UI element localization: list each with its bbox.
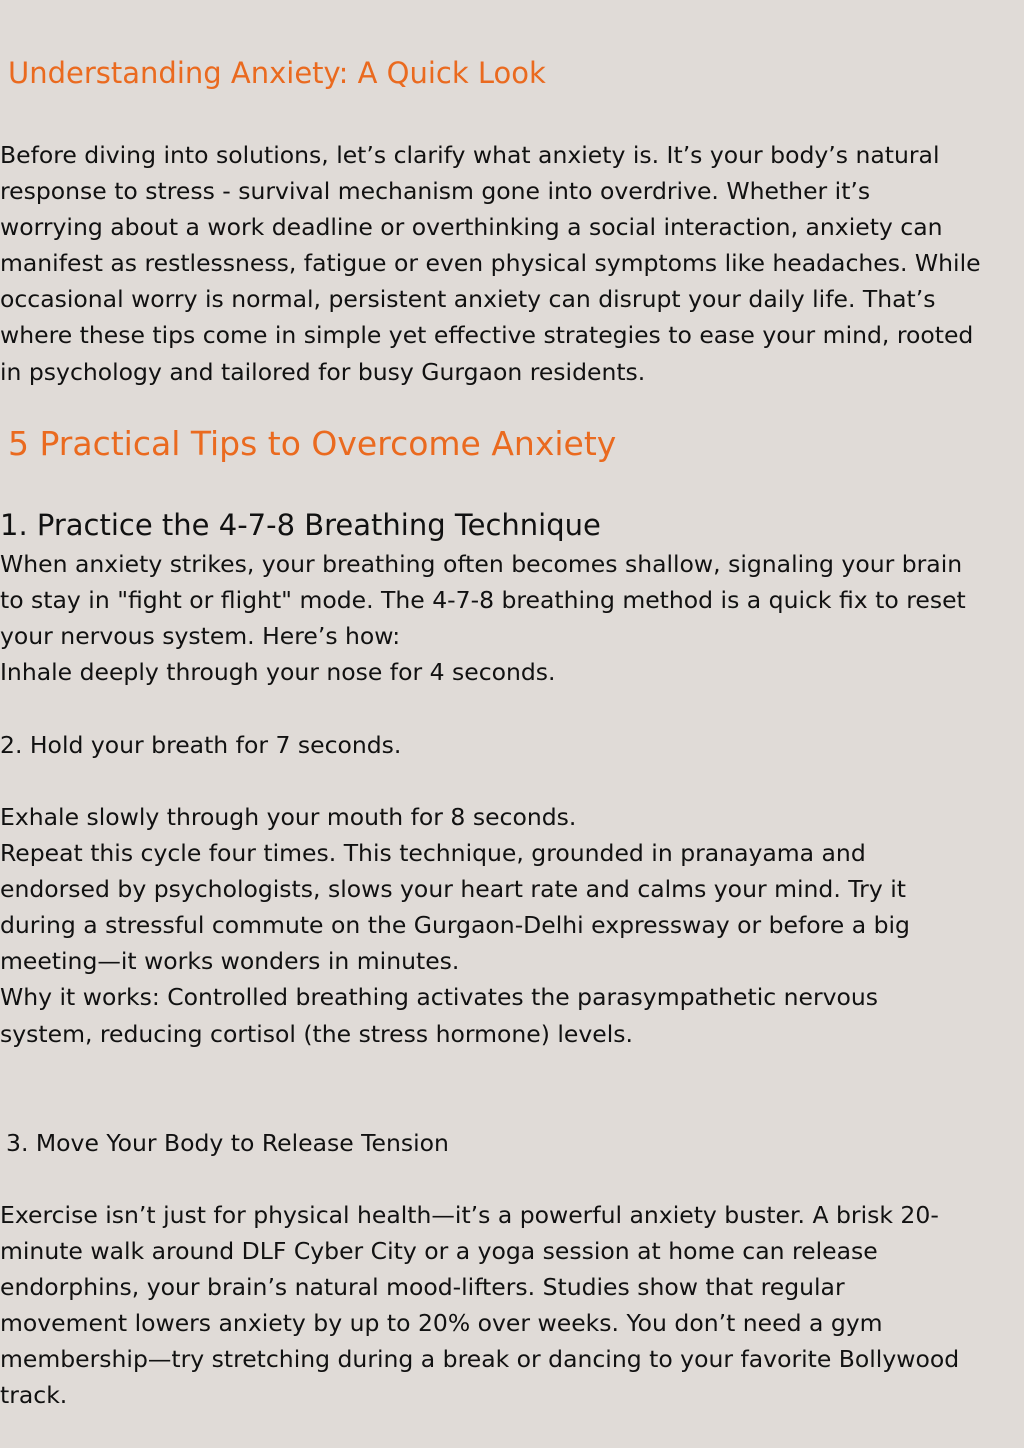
- section-heading-practical-tips: 5 Practical Tips to Overcome Anxiety: [8, 424, 617, 463]
- paragraph-line: worrying about a work deadline or overthinking a social interaction, anxiety can: [0, 213, 943, 242]
- paragraph-line: When anxiety strikes, your breathing often becomes shallow, signaling your brain: [0, 550, 963, 578]
- paragraph-line: during a stressful commute on the Gurgaon-Delhi expressway or before a big: [0, 911, 910, 940]
- tip-1-intro-paragraph: [0, 546, 1024, 690]
- paragraph-line: minute walk around DLF Cyber City or a yoga session at home can release: [0, 1237, 878, 1266]
- paragraph-line: movement lowers anxiety by up to 20% over weeks. You don’t need a gym: [0, 1309, 883, 1338]
- tip-1-title: 1. Practice the 4-7-8 Breathing Technique: [0, 508, 601, 542]
- paragraph-line: Why it works: Controlled breathing activates the parasympathetic nervous: [0, 983, 879, 1012]
- paragraph-line: Inhale deeply through your nose for 4 seconds.: [0, 658, 556, 687]
- paragraph-line: Exhale slowly through your mouth for 8 seconds.: [0, 803, 577, 831]
- paragraph-line: your nervous system. Here’s how:: [0, 622, 401, 651]
- paragraph-line: Before diving into solutions, let’s clarify what anxiety is. It’s your body’s natural: [0, 141, 940, 169]
- paragraph-line: 3. Move Your Body to Release Tension: [6, 1129, 449, 1157]
- paragraph-line: endorphins, your brain’s natural mood-lifters. Studies show that regular: [0, 1273, 845, 1302]
- paragraph-line: endorsed by psychologists, slows your heart rate and calms your mind. Try it: [0, 875, 906, 904]
- paragraph-line: Exercise isn’t just for physical health—it’s a powerful anxiety buster. A brisk 20-: [0, 1201, 939, 1229]
- exhale-paragraph: [0, 799, 1024, 1052]
- paragraph-line: 2. Hold your breath for 7 seconds.: [0, 731, 402, 759]
- understanding-paragraph: [0, 137, 1024, 390]
- paragraph-line: track.: [0, 1381, 68, 1410]
- section-heading-understanding-anxiety: Understanding Anxiety: A Quick Look: [8, 56, 546, 90]
- hold-breath-step: [0, 727, 1024, 763]
- tip-3-paragraph: [0, 1197, 1024, 1414]
- paragraph-line: to stay in "fight or flight" mode. The 4-7-8 breathing method is a quick fix to reset: [0, 586, 966, 615]
- paragraph-line: meeting—it works wonders in minutes.: [0, 947, 460, 976]
- paragraph-line: in psychology and tailored for busy Gurgaon residents.: [0, 357, 646, 386]
- paragraph-line: response to stress - survival mechanism gone into overdrive. Whether it’s: [0, 177, 871, 206]
- paragraph-line: manifest as restlessness, fatigue or even physical symptoms like headaches. While: [0, 249, 981, 278]
- paragraph-line: system, reducing cortisol (the stress hormone) levels.: [0, 1019, 633, 1048]
- paragraph-line: Repeat this cycle four times. This technique, grounded in pranayama and: [0, 839, 866, 868]
- tip-3-title: [6, 1125, 1024, 1161]
- paragraph-line: occasional worry is normal, persistent anxiety can disrupt your daily life. That’s: [0, 285, 936, 314]
- paragraph-line: membership—try stretching during a break or dancing to your favorite Bollywood: [0, 1345, 960, 1374]
- paragraph-line: where these tips come in simple yet effective strategies to ease your mind, rooted: [0, 321, 974, 350]
